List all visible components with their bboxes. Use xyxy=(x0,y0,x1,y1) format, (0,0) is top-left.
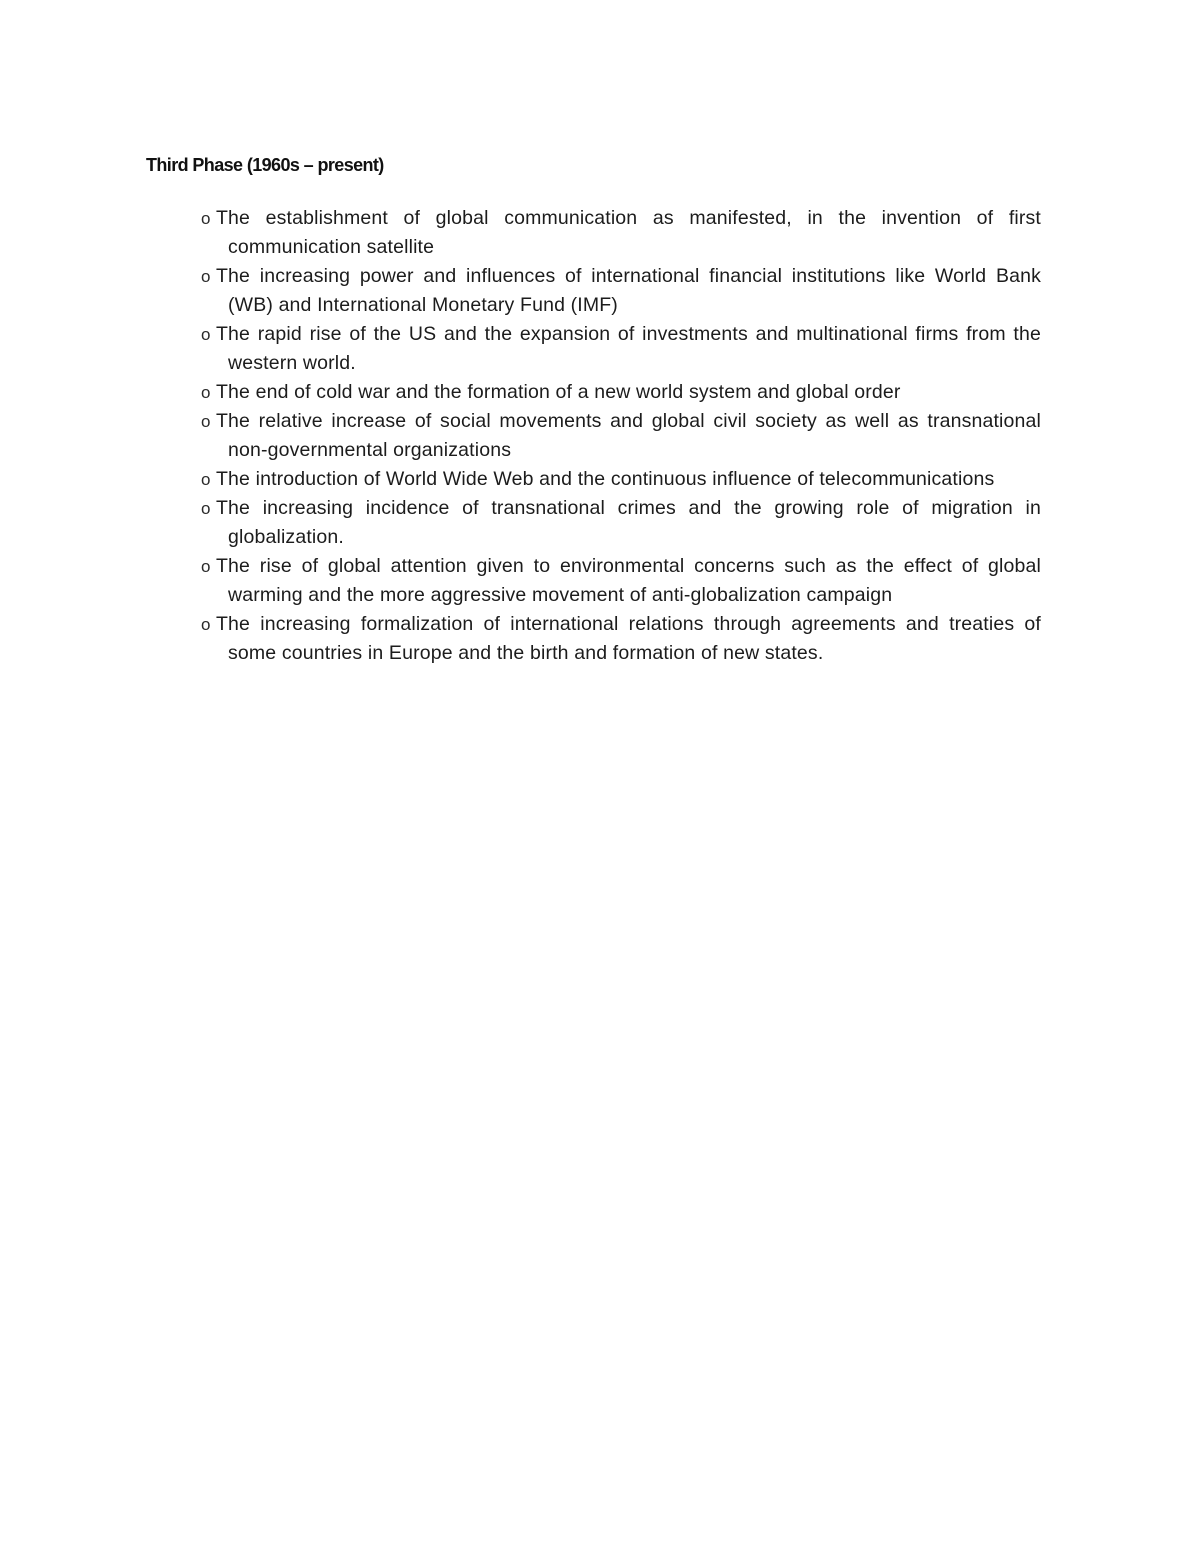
list-item-text: The introduction of World Wide Web and the continuous influence of telecommunications xyxy=(216,468,995,490)
list-item xyxy=(186,262,1041,320)
list-item xyxy=(186,465,1041,494)
list-item-text: The end of cold war and the formation of a new world system and global order xyxy=(216,381,901,403)
bullet-marker: o xyxy=(201,499,211,518)
list-item-text: The establishment of global communication as manifested, in the invention of first communication satellite xyxy=(216,207,1041,258)
bullet-marker: o xyxy=(201,470,211,489)
list-item-text: The increasing power and influences of international financial institutions like World Bank (WB) and International Monetary Fund (IMF) xyxy=(216,265,1041,316)
list-item xyxy=(186,494,1041,552)
list-item xyxy=(186,552,1041,610)
list-item xyxy=(186,407,1041,465)
bullet-list xyxy=(186,204,1041,668)
list-item-text: The rapid rise of the US and the expansion of investments and multinational firms from the western world. xyxy=(216,323,1041,374)
list-item-text: The increasing formalization of international relations through agreements and treaties of some countries in Europe and the birth and formation of new states. xyxy=(216,613,1041,664)
bullet-marker: o xyxy=(201,557,211,576)
bullet-marker: o xyxy=(201,383,211,402)
list-item-text: The relative increase of social movements and global civil society as well as transnational non-governmental organizations xyxy=(216,410,1041,461)
bullet-marker: o xyxy=(201,209,211,228)
bullet-marker: o xyxy=(201,325,211,344)
bullet-marker: o xyxy=(201,267,211,286)
list-item xyxy=(186,320,1041,378)
bullet-marker: o xyxy=(201,615,211,634)
list-item-text: The rise of global attention given to environmental concerns such as the effect of global warming and the more aggressive movement of anti-globalization campaign xyxy=(216,555,1041,606)
list-item-text: The increasing incidence of transnational crimes and the growing role of migration in globalization. xyxy=(216,497,1041,548)
list-item xyxy=(186,204,1041,262)
bullet-marker: o xyxy=(201,412,211,431)
list-item xyxy=(186,378,1041,407)
section-heading: Third Phase (1960s – present) xyxy=(146,155,384,175)
list-item xyxy=(186,610,1041,668)
